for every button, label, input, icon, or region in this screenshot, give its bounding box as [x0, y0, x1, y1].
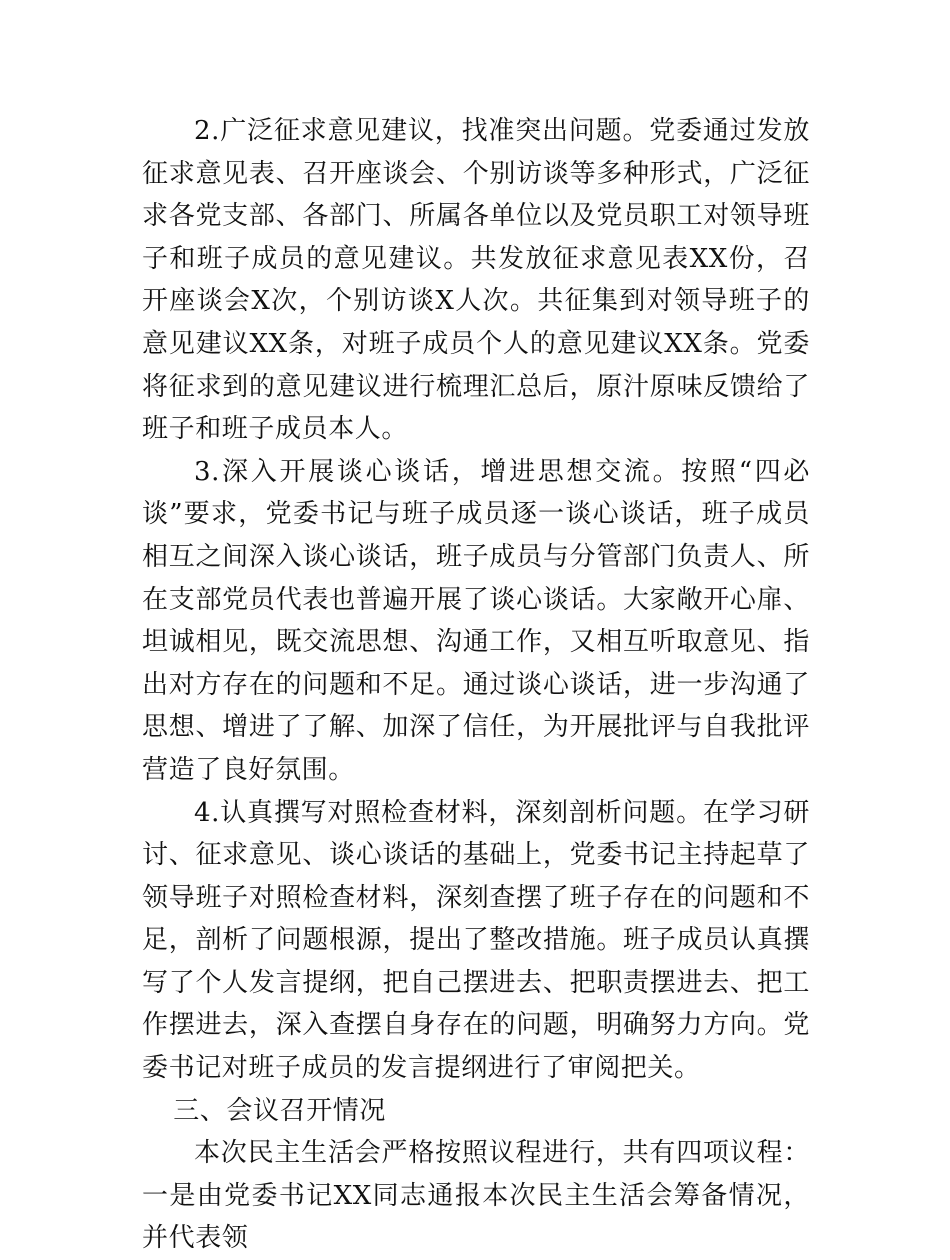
closing-paragraph: 本次民主生活会严格按照议程进行，共有四项议程：一是由党委书记XX同志通报本次民主生活会筹备情况，并代表领	[142, 1138, 810, 1254]
paragraph-item-2: 2.广泛征求意见建议，找准突出问题。党委通过发放征求意见表、召开座谈会、个别访谈等多种形式，广泛征求各党支部、各部门、所属各单位以及党员职工对领导班子和班子成员的意见建议。共发放征求意见表XX份，召开座谈会X次，个别访谈X人次。共征集到对领导班子的意见建议XX条，对班子成员个人的意见建议XX条。党委将征求到的意见建议进行梳理汇总后，原汁原味反馈给了班子和班子成员本人。	[142, 116, 810, 445]
paragraph-item-3: 3.深入开展谈心谈话，增进思想交流。按照“四必谈”要求，党委书记与班子成员逐一谈心谈话，班子成员相互之间深入谈心谈话，班子成员与分管部门负责人、所在支部党员代表也普遍开展了谈心谈话。大家敞开心扉、坦诚相见，既交流思想、沟通工作，又相互听取意见、指出对方存在的问题和不足。通过谈心谈话，进一步沟通了思想、增进了了解、加深了信任，为开展批评与自我批评营造了良好氛围。	[142, 456, 810, 785]
section-heading: 三、会议召开情况	[173, 1095, 386, 1126]
document-page	[142, 110, 810, 1260]
paragraph-item-4: 4.认真撰写对照检查材料，深刻剖析问题。在学习研讨、征求意见、谈心谈话的基础上，党委书记主持起草了领导班子对照检查材料，深刻查摆了班子存在的问题和不足，剖析了问题根源，提出了整改措施。班子成员认真撰写了个人发言提纲，把自己摆进去、把职责摆进去、把工作摆进去，深入查摆自身存在的问题，明确努力方向。党委书记对班子成员的发言提纲进行了审阅把关。	[142, 797, 810, 1084]
